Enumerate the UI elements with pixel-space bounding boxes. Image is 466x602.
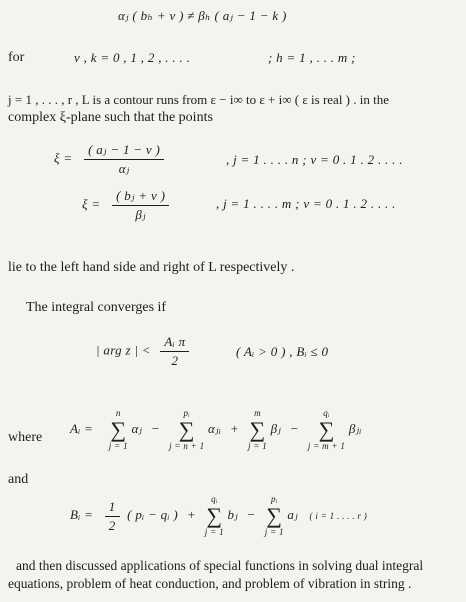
sigma1-glyph: ∑ xyxy=(110,417,127,442)
minus-op-3: − xyxy=(247,506,256,522)
arg-condition xyxy=(96,334,189,369)
sum1 xyxy=(109,408,128,452)
pole1-lhs: ξ = xyxy=(54,150,73,166)
plus-op-2: + xyxy=(187,506,196,522)
sum5 xyxy=(205,494,224,538)
pole-equation-1 xyxy=(54,142,164,177)
complex-plane-line: complex ξ-plane such that the points xyxy=(8,110,213,125)
B-paren: ( pᵢ − qᵢ ) xyxy=(127,506,179,522)
pole2-denominator: βⱼ xyxy=(135,207,146,222)
and-word: and xyxy=(8,472,29,487)
arg-fraction xyxy=(160,334,189,369)
for-word: for xyxy=(8,50,25,65)
B-range: ( i = 1 . . . . r ) xyxy=(309,510,368,521)
sum1-upper: n xyxy=(115,408,121,418)
pole1-denominator: αⱼ xyxy=(118,161,130,176)
pole1-numerator: ( aⱼ − 1 − ν ) xyxy=(84,142,164,160)
arg-lhs: | arg z | < xyxy=(96,342,151,358)
closing-line-1: and then discussed applications of special functions in solving dual integral xyxy=(16,558,424,573)
pole-equation-2 xyxy=(82,188,169,223)
sum2-term: αⱼᵢ xyxy=(207,420,222,436)
sum6-term: aⱼ xyxy=(287,506,298,522)
arg-cond: ( Aᵢ > 0 ) , Bᵢ ≤ 0 xyxy=(236,344,329,359)
sum6-upper: pᵢ xyxy=(271,494,278,504)
for-conditions: ν , k = 0 , 1 , 2 , . . . . xyxy=(74,50,191,65)
pole2-lhs: ξ = xyxy=(82,196,101,212)
sigma4-glyph: ∑ xyxy=(318,417,335,442)
A-lhs: Aᵢ = xyxy=(70,420,94,436)
pole2-range: , j = 1 . . . . m ; ν = 0 . 1 . 2 . . . . xyxy=(216,196,396,211)
arg-denominator: 2 xyxy=(171,353,179,368)
sum2 xyxy=(169,408,204,452)
arg-numerator: Aᵢ π xyxy=(160,334,189,352)
sum2-upper: pᵢ xyxy=(183,408,190,418)
contour-line: j = 1 , . . . , r , L is a contour runs from ε − i∞ to ε + i∞ ( ε is real ) . in the xyxy=(8,92,390,107)
B-definition xyxy=(70,494,367,538)
minus-op-2: − xyxy=(290,420,299,436)
inequality-equation: αⱼ ( bₕ + ν ) ≠ βₕ ( aⱼ − 1 − k ) xyxy=(118,8,287,23)
closing-line-2: equations, problem of heat conduction, and problem of vibration in string . xyxy=(8,576,412,591)
pole1-fraction xyxy=(84,142,164,177)
sum1-term: αⱼ xyxy=(131,420,143,436)
plus-op-1: + xyxy=(230,420,239,436)
h-range: ; h = 1 , . . . m ; xyxy=(268,50,356,65)
minus-op-1: − xyxy=(151,420,160,436)
sum4-upper: qᵢ xyxy=(323,408,330,418)
sum3-upper: m xyxy=(254,408,261,418)
sum5-term: bⱼ xyxy=(227,506,238,522)
pole2-numerator: ( bⱼ + ν ) xyxy=(112,188,169,206)
sigma5-glyph: ∑ xyxy=(206,503,223,528)
sum5-upper: qᵢ xyxy=(211,494,218,504)
sum3-term: βⱼ xyxy=(270,420,282,436)
sigma6-glyph: ∑ xyxy=(266,503,283,528)
sum4 xyxy=(308,408,345,452)
sigma2-glyph: ∑ xyxy=(178,417,195,442)
sum3-lower: j = 1 xyxy=(247,441,268,451)
pole1-range: , j = 1 . . . . n ; ν = 0 . 1 . 2 . . . . xyxy=(226,152,403,167)
sum3 xyxy=(248,408,267,452)
sum4-lower: j = m + 1 xyxy=(307,441,346,451)
sum5-lower: j = 1 xyxy=(204,527,224,537)
half-fraction xyxy=(105,499,120,534)
sum6 xyxy=(265,494,284,538)
sigma3-glyph: ∑ xyxy=(249,417,266,442)
converges-line: The integral converges if xyxy=(26,300,167,315)
A-definition xyxy=(70,408,362,452)
B-lhs: Bᵢ = xyxy=(70,506,94,522)
sum6-lower: j = 1 xyxy=(264,527,284,537)
half-numerator: 1 xyxy=(105,499,120,517)
sum1-lower: j = 1 xyxy=(108,441,128,451)
sum4-term: βⱼᵢ xyxy=(348,420,362,436)
lie-line: lie to the left hand side and right of L respectively . xyxy=(8,260,295,275)
sum2-lower: j = n + 1 xyxy=(169,441,205,451)
pole2-fraction xyxy=(112,188,169,223)
half-denominator: 2 xyxy=(108,517,116,533)
where-word: where xyxy=(8,430,43,445)
